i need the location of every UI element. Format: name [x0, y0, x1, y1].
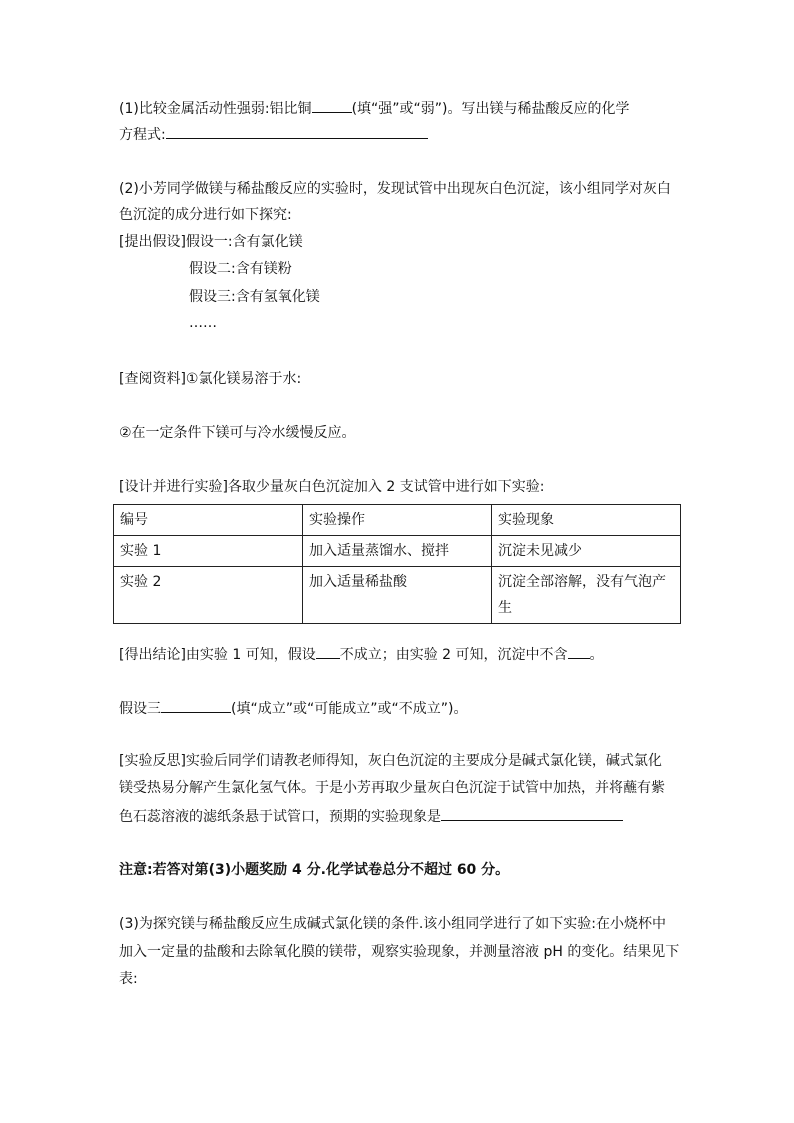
reference-2: ②在一定条件下镁可与冷水缓慢反应。 [119, 425, 356, 441]
reference-1: [查阅资料]①氯化镁易溶于水: [119, 371, 302, 387]
q1-line2 [119, 123, 428, 145]
header-phenomenon: 实验现象 [492, 505, 681, 536]
design-intro: [设计并进行实验]各取少量灰白色沉淀加入 2 支试管中进行如下实验: [119, 479, 545, 495]
answer-blank[interactable] [161, 697, 231, 713]
conclusion-text-a: [得出结论]由实验 1 可知，假设 [119, 647, 316, 663]
table-row [114, 567, 681, 624]
hypothesis-3: 假设三:含有氢氧化镁 [189, 289, 320, 305]
q1-text-after: (填“强”或“弱”)。写出镁与稀盐酸反应的化学 [351, 101, 630, 117]
hypothesis3-options: (填“成立”或“可能成立”或“不成立”)。 [231, 701, 468, 717]
cell-id: 实验 2 [114, 567, 303, 624]
table-row [114, 536, 681, 567]
hypothesis-2: 假设二:含有镁粉 [189, 261, 292, 277]
q1-equation-label: 方程式: [119, 127, 166, 143]
answer-blank[interactable] [312, 97, 352, 113]
hypothesis-1: [提出假设]假设一:含有氯化镁 [119, 234, 303, 250]
cell-phenomenon: 沉淀全部溶解，没有气泡产生 [492, 567, 681, 624]
cell-operation: 加入适量蒸馏水、搅拌 [303, 536, 492, 567]
header-id: 编号 [114, 505, 303, 536]
experiment-table [113, 504, 681, 624]
conclusion-text-b: 不成立；由实验 2 可知，沉淀中不含 [339, 647, 568, 663]
reflection-line3 [119, 805, 623, 827]
q2-intro-line2: 色沉淀的成分进行如下探究: [119, 207, 292, 223]
bonus-note: 注意:若答对第(3)小题奖励 4 分.化学试卷总分不超过 60 分。 [119, 862, 510, 878]
hypothesis3-label: 假设三 [119, 701, 161, 717]
answer-blank[interactable] [316, 643, 340, 659]
q2-intro-line1: (2)小芳同学做镁与稀盐酸反应的实验时，发现试管中出现灰白色沉淀，该小组同学对灰白 [119, 181, 671, 197]
hypothesis3-line [119, 697, 467, 719]
table-header-row [114, 505, 681, 536]
q1-line1 [119, 97, 630, 119]
answer-blank[interactable] [441, 805, 623, 821]
q3-line1: (3)为探究镁与稀盐酸反应生成碱式氯化镁的条件.该小组同学进行了如下实验:在小烧杯中 [119, 916, 666, 932]
reflection-line2: 镁受热易分解产生氯化氢气体。于是小芳再取少量灰白色沉淀于试管中加热，并将蘸有紫 [119, 780, 665, 796]
cell-id: 实验 1 [114, 536, 303, 567]
answer-blank[interactable] [568, 643, 590, 659]
reflection-line1: [实验反思]实验后同学们请教老师得知，灰白色沉淀的主要成分是碱式氯化镁，碱式氯化 [119, 753, 662, 769]
cell-operation: 加入适量稀盐酸 [303, 567, 492, 624]
cell-phenomenon: 沉淀未见减少 [492, 536, 681, 567]
q3-line2: 加入一定量的盐酸和去除氧化膜的镁带，观察实验现象，并测量溶液 pH 的变化。结果见下 [119, 944, 680, 960]
q3-line3: 表: [119, 971, 138, 987]
q1-text: (1)比较金属活动性强弱:铝比铜 [119, 101, 312, 117]
equation-blank[interactable] [166, 123, 428, 139]
reflection-text: 色石蕊溶液的滤纸条悬于试管口，预期的实验现象是 [119, 809, 441, 825]
conclusion-line [119, 643, 604, 665]
header-operation: 实验操作 [303, 505, 492, 536]
hypothesis-ellipsis: …… [189, 315, 217, 331]
conclusion-text-c: 。 [589, 647, 604, 663]
